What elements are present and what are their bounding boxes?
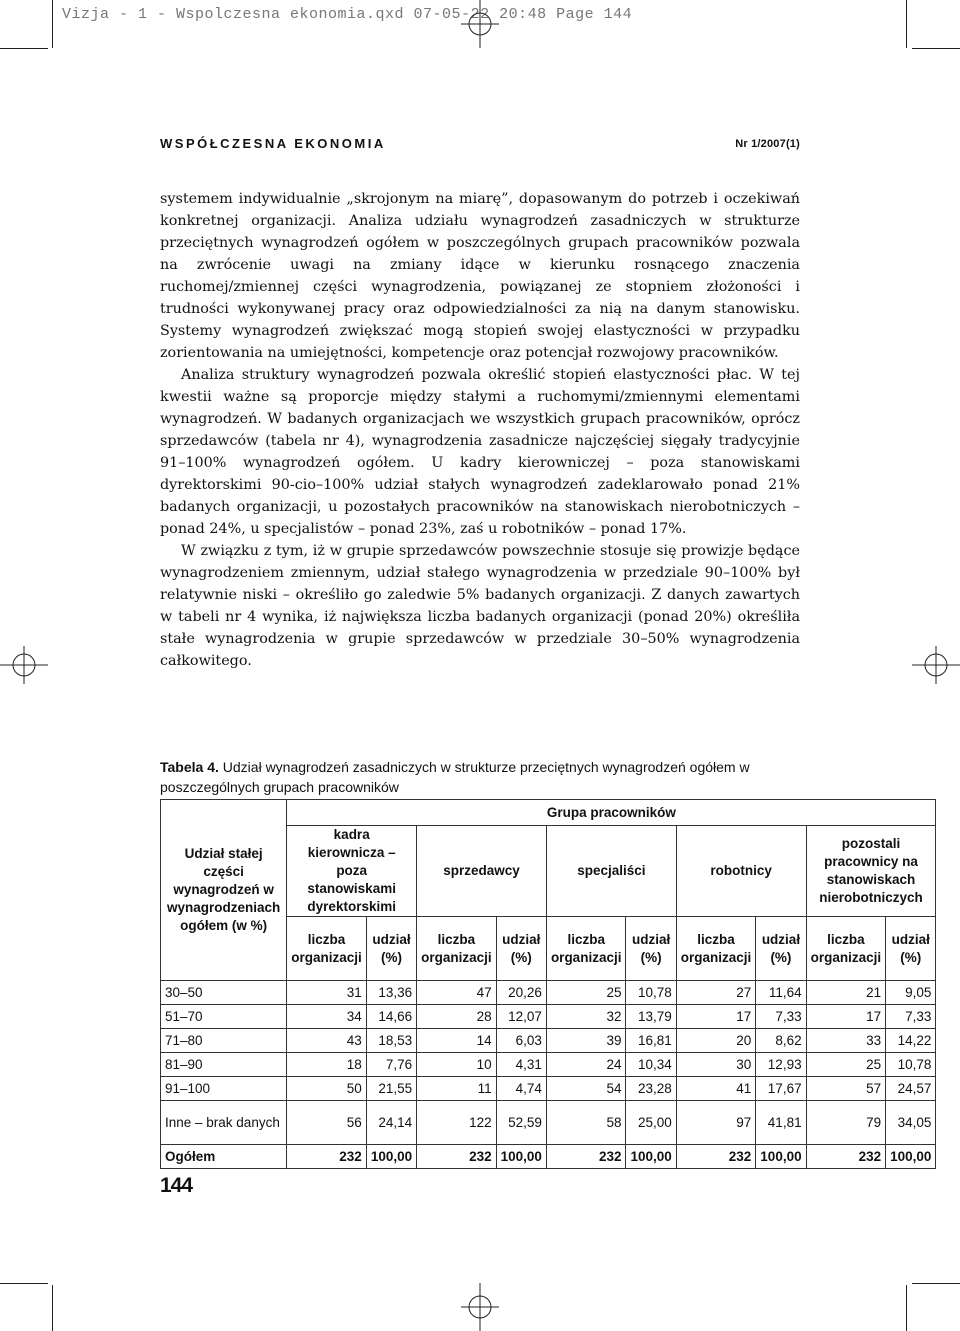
table-cell: 16,81 — [626, 1029, 676, 1053]
table-cell: 10 — [417, 1053, 497, 1077]
table-cell: 25 — [806, 1053, 886, 1077]
table-cell: 232 — [806, 1145, 886, 1169]
row-label: Ogółem — [161, 1145, 287, 1169]
sub-header-count: liczba organizacji — [417, 917, 497, 981]
table-cell: 52,59 — [496, 1101, 546, 1145]
table-cell: 34,05 — [886, 1101, 936, 1145]
table-cell: 14 — [417, 1029, 497, 1053]
journal-title: WSPÓŁCZESNA EKONOMIA — [160, 136, 386, 151]
table-cell: 57 — [806, 1077, 886, 1101]
table-cell: 20 — [676, 1029, 756, 1053]
table-cell: 122 — [417, 1101, 497, 1145]
table-cell: 12,07 — [496, 1005, 546, 1029]
table-cell: 8,62 — [756, 1029, 806, 1053]
row-label: 91–100 — [161, 1077, 287, 1101]
table-cell: 23,28 — [626, 1077, 676, 1101]
table-cell: 24,14 — [366, 1101, 416, 1145]
table-cell: 100,00 — [756, 1145, 806, 1169]
table-cell: 12,93 — [756, 1053, 806, 1077]
table-cell: 7,76 — [366, 1053, 416, 1077]
table-cell: 27 — [676, 981, 756, 1005]
table-cell: 39 — [546, 1029, 626, 1053]
page-number: 144 — [160, 1174, 193, 1197]
crop-mark — [52, 0, 53, 48]
table-cell: 24,57 — [886, 1077, 936, 1101]
registration-mark-icon — [455, 1283, 505, 1331]
crop-mark — [0, 48, 48, 49]
table-cell: 25,00 — [626, 1101, 676, 1145]
running-header — [160, 136, 800, 156]
table-cell: 33 — [806, 1029, 886, 1053]
group-name: robotnicy — [676, 826, 806, 917]
table-row — [161, 1005, 936, 1029]
table-cell: 32 — [546, 1005, 626, 1029]
table-cell: 79 — [806, 1101, 886, 1145]
table-cell: 11,64 — [756, 981, 806, 1005]
table-cell: 41 — [676, 1077, 756, 1101]
table-cell: 50 — [287, 1077, 367, 1101]
table-cell: 17 — [676, 1005, 756, 1029]
table-cell: 4,74 — [496, 1077, 546, 1101]
print-slug: Vizja - 1 - Wspolczesna ekonomia.qxd 07-05-22 20:48 Page 144 — [62, 6, 633, 23]
crop-mark — [912, 48, 960, 49]
sub-header-count: liczba organizacji — [287, 917, 367, 981]
data-table — [160, 799, 936, 1169]
table-caption-label: Tabela 4. — [160, 759, 219, 775]
table-cell: 21 — [806, 981, 886, 1005]
sub-header-share: udział (%) — [626, 917, 676, 981]
table-caption — [160, 757, 810, 797]
row-label: 71–80 — [161, 1029, 287, 1053]
first-column-header: Udział stałej części wynagrodzeń w wynagrodzeniach ogółem (w %) — [161, 800, 287, 981]
table-cell: 97 — [676, 1101, 756, 1145]
table-cell: 7,33 — [756, 1005, 806, 1029]
table-caption-text: Udział wynagrodzeń zasadniczych w strukturze przeciętnych wynagrodzeń ogółem w poszczególnych grupach pracowników — [160, 759, 750, 795]
row-label: Inne – brak danych — [161, 1101, 287, 1145]
table-cell: 18,53 — [366, 1029, 416, 1053]
group-name: pozostali pracownicy na stanowiskach nierobotniczych — [806, 826, 936, 917]
table-cell: 24 — [546, 1053, 626, 1077]
table-cell: 6,03 — [496, 1029, 546, 1053]
table-cell: 232 — [546, 1145, 626, 1169]
sub-header-share: udział (%) — [366, 917, 416, 981]
table-cell: 28 — [417, 1005, 497, 1029]
table-cell: 18 — [287, 1053, 367, 1077]
table-cell: 13,79 — [626, 1005, 676, 1029]
sub-header-share: udział (%) — [496, 917, 546, 981]
total-row — [161, 1145, 936, 1169]
table-cell: 10,78 — [886, 1053, 936, 1077]
table-row — [161, 1029, 936, 1053]
table-cell: 17 — [806, 1005, 886, 1029]
table-cell: 17,67 — [756, 1077, 806, 1101]
group-header: Grupa pracowników — [287, 800, 936, 826]
table-cell: 4,31 — [496, 1053, 546, 1077]
issue-number: Nr 1/2007(1) — [735, 138, 800, 150]
sub-header-count: liczba organizacji — [676, 917, 756, 981]
table-cell: 11 — [417, 1077, 497, 1101]
table-cell: 54 — [546, 1077, 626, 1101]
paragraph: W związku z tym, iż w grupie sprzedawców powszechnie stosuje się prowizje będące wynagrodzeniem zmiennym, udział stałego wynagrodzenia w przedziale 90–100% był relatywnie niski – określiło go zaledwie 5% badanych organizacji. Z danych zawartych w tabeli nr 4 wynika, iż największa liczba badanych organizacji (ponad 20%) określiła stałe wynagrodzenia w grupie sprzedawców w przedziale 30–50% wynagrodzenia całkowitego. — [160, 543, 800, 669]
table-cell: 232 — [417, 1145, 497, 1169]
table-cell: 7,33 — [886, 1005, 936, 1029]
crop-mark — [906, 0, 907, 48]
table-cell: 31 — [287, 981, 367, 1005]
row-label: 30–50 — [161, 981, 287, 1005]
group-name: specjaliści — [546, 826, 676, 917]
registration-mark-icon — [455, 0, 505, 48]
paragraph: systemem indywidualnie „skrojonym na miarę”, dopasowanym do potrzeb i oczekiwań konkretnej organizacji. Analiza udziału wynagrodzeń zasadniczych w strukturze przeciętnych wynagrodzeń ogółem w poszczególnych grupach pracowników pozwala na zwrócenie uwagi na zmiany idące w kierunku rosnącego znaczenia ruchomej/zmiennej części wynagrodzenia, powiązanej ze stopniem złożoności i trudności wykonywanej pracy oraz odpowiedzialności za nią na danym stanowisku. Systemy wynagrodzeń zwiększać mogą stopień swojej elastyczności w przypadku zorientowania na umiejętności, kompetencje oraz potencjał rozwojowy pracowników. — [160, 191, 800, 361]
body-text — [160, 188, 800, 672]
table-cell: 14,66 — [366, 1005, 416, 1029]
row-label: 81–90 — [161, 1053, 287, 1077]
table-cell: 100,00 — [366, 1145, 416, 1169]
crop-mark — [912, 1283, 960, 1284]
sub-header-count: liczba organizacji — [806, 917, 886, 981]
sub-header-share: udział (%) — [886, 917, 936, 981]
crop-mark — [52, 1285, 53, 1331]
table-cell: 232 — [676, 1145, 756, 1169]
registration-mark-icon — [912, 640, 960, 690]
table-cell: 14,22 — [886, 1029, 936, 1053]
sub-header-count: liczba organizacji — [546, 917, 626, 981]
sub-header-share: udział (%) — [756, 917, 806, 981]
table-cell: 13,36 — [366, 981, 416, 1005]
table-cell: 9,05 — [886, 981, 936, 1005]
table-row — [161, 1101, 936, 1145]
table-cell: 10,78 — [626, 981, 676, 1005]
table-cell: 10,34 — [626, 1053, 676, 1077]
table-cell: 25 — [546, 981, 626, 1005]
crop-mark — [906, 1285, 907, 1331]
paragraph: Analiza struktury wynagrodzeń pozwala określić stopień elastyczności płac. W tej kwestii ważne są proporcje między stałymi a ruchomymi/zmiennymi elementami wynagrodzeń. W badanych organizacjach we wszystkich grupach pracowników, oprócz sprzedawców (tabela nr 4), wynagrodzenia zasadnicze najczęściej sięgały tradycyjnie 91–100% wynagrodzeń ogółem. U kadry kierowniczej – poza stanowiskami dyrektorskimi 90-cio–100% udział stałych wynagrodzeń zadeklarowało ponad 21% badanych organizacji, u pozostałych pracowników na stanowiskach nierobotniczych – ponad 24%, u specjalistów – ponad 23%, zaś u robotników – ponad 17%. — [160, 367, 800, 537]
table-cell: 43 — [287, 1029, 367, 1053]
table-row — [161, 1053, 936, 1077]
group-name: sprzedawcy — [417, 826, 547, 917]
crop-mark — [0, 1283, 48, 1284]
table-cell: 41,81 — [756, 1101, 806, 1145]
table-cell: 56 — [287, 1101, 367, 1145]
row-label: 51–70 — [161, 1005, 287, 1029]
table-row — [161, 1077, 936, 1101]
table-cell: 47 — [417, 981, 497, 1005]
table-cell: 34 — [287, 1005, 367, 1029]
table-row — [161, 981, 936, 1005]
table-cell: 58 — [546, 1101, 626, 1145]
table-cell: 232 — [287, 1145, 367, 1169]
table-cell: 30 — [676, 1053, 756, 1077]
registration-mark-icon — [0, 640, 48, 690]
table-cell: 100,00 — [496, 1145, 546, 1169]
table-cell: 20,26 — [496, 981, 546, 1005]
table-cell: 100,00 — [626, 1145, 676, 1169]
group-name: kadra kierownicza – poza stanowiskami dyrektorskimi — [287, 826, 417, 917]
table-cell: 100,00 — [886, 1145, 936, 1169]
table-cell: 21,55 — [366, 1077, 416, 1101]
